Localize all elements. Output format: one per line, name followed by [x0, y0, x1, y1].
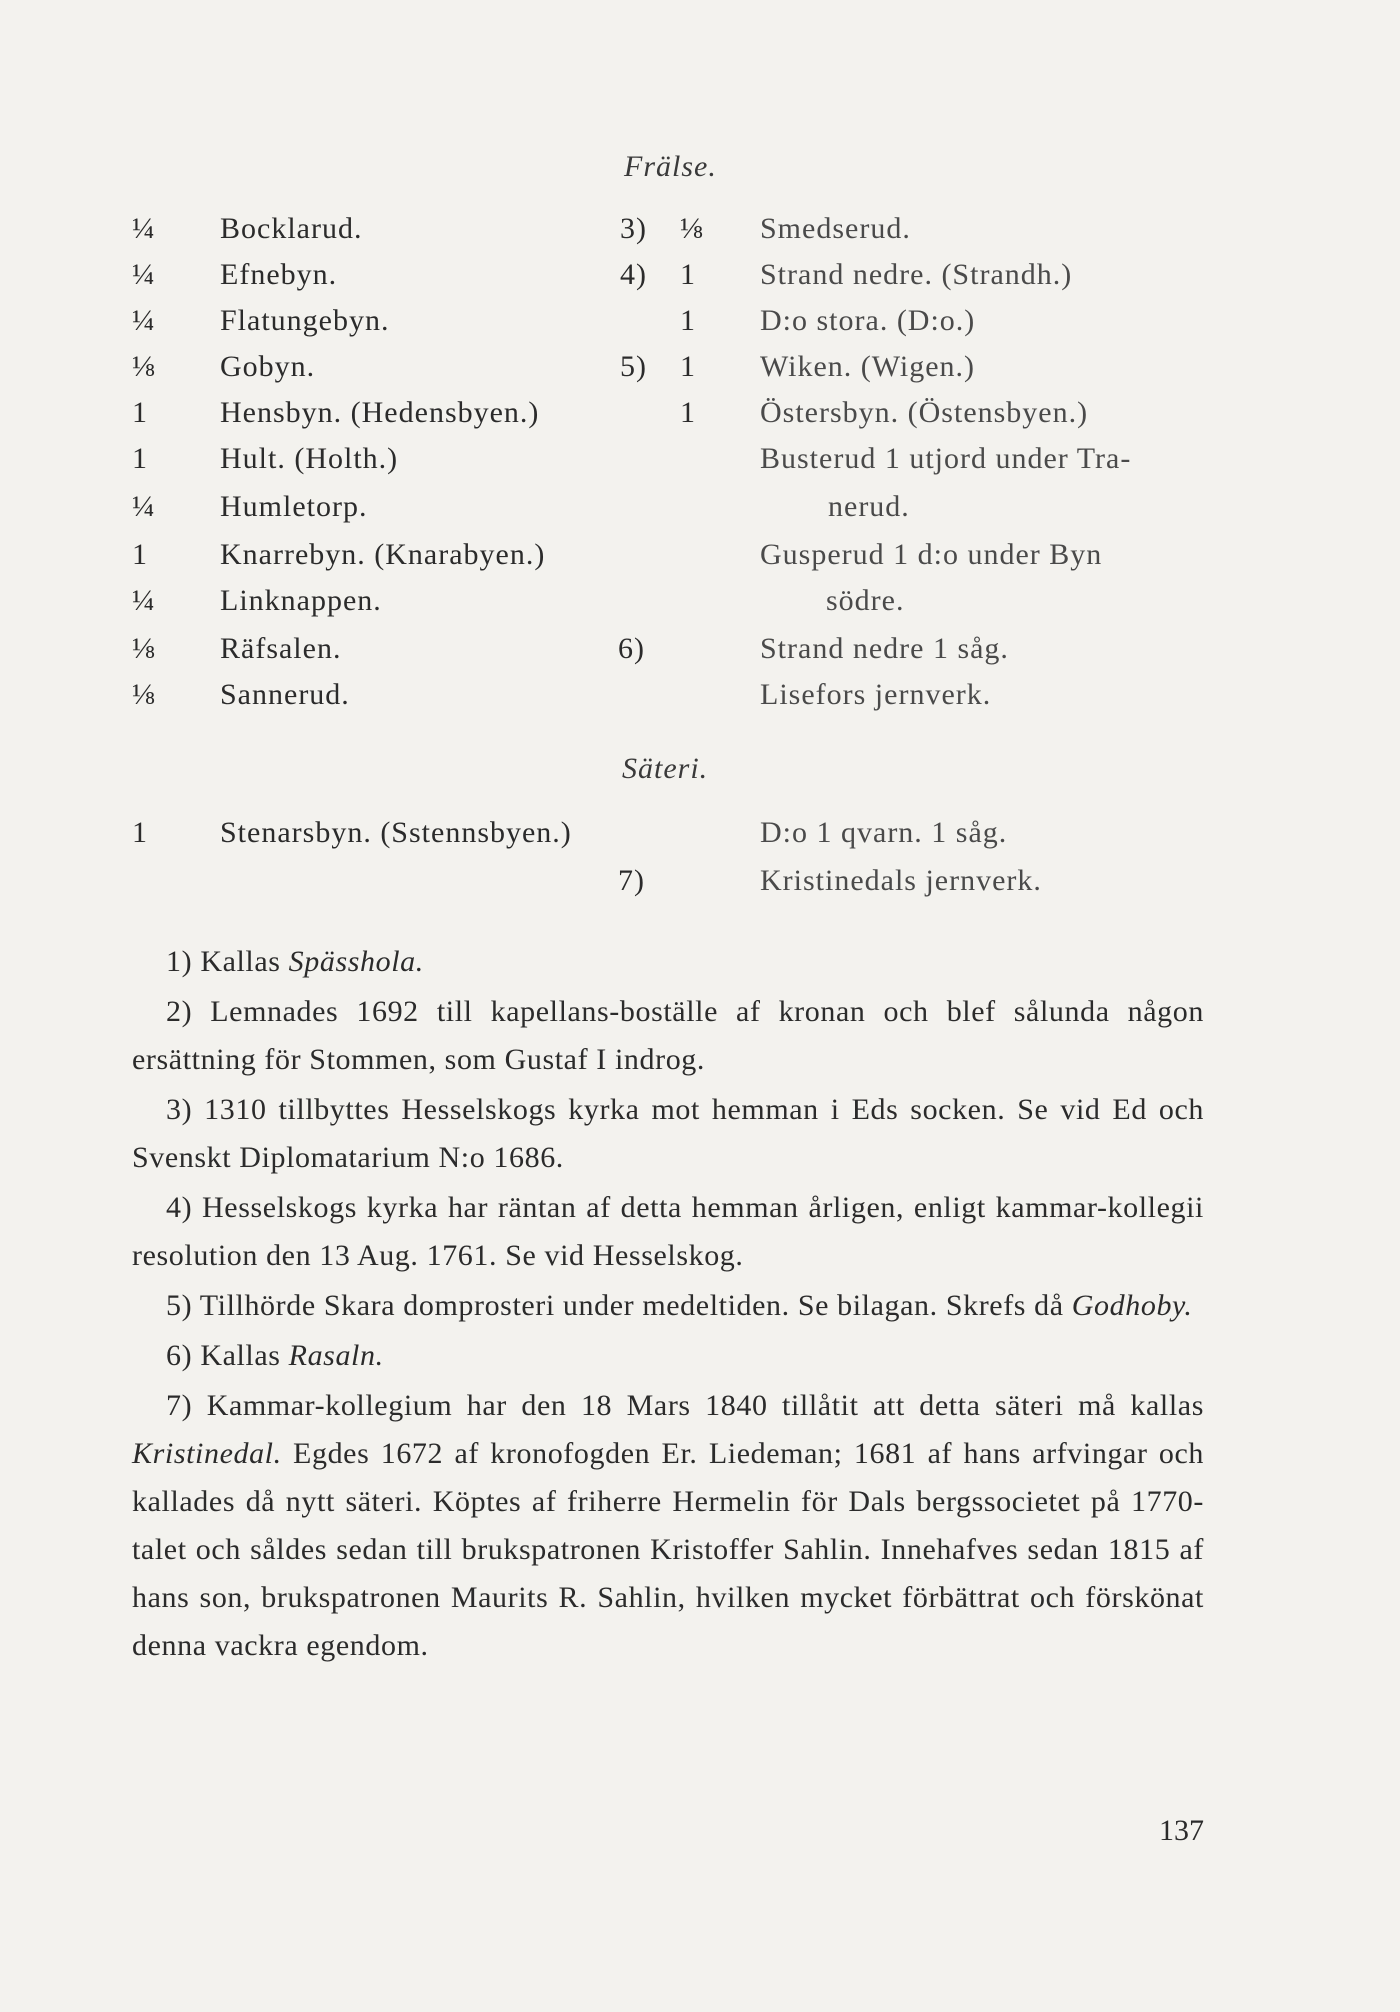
- place-name: Gobyn.: [220, 350, 316, 383]
- footnote-number: 3): [166, 1093, 193, 1126]
- section-heading-sateri: Säteri.: [622, 752, 709, 785]
- fraction: 1: [132, 538, 148, 571]
- footnote-italic: Kristinedal.: [132, 1437, 282, 1470]
- place-name: Knarrebyn. (Knarabyen.): [220, 538, 546, 571]
- footnote-text: Kallas: [200, 945, 289, 978]
- place-name: Sannerud.: [220, 678, 350, 711]
- footnotes: [132, 938, 1204, 1672]
- place-name: Hensbyn. (Hedensbyen.): [220, 396, 540, 429]
- fraction: ⅛: [132, 678, 156, 711]
- fraction: 1: [132, 816, 148, 849]
- footnote: [132, 1332, 1204, 1380]
- fraction: ¼: [132, 584, 156, 617]
- footnote-ref: 3): [620, 212, 647, 245]
- place-name: Wiken. (Wigen.): [760, 350, 976, 383]
- footnote-ref: 7): [618, 864, 645, 897]
- footnote-number: 5): [166, 1289, 193, 1322]
- fraction: ⅛: [132, 632, 156, 665]
- place-name: Bocklarud.: [220, 212, 363, 245]
- place-name: D:o stora. (D:o.): [760, 304, 976, 337]
- fraction: 1: [680, 396, 696, 429]
- place-name: Lisefors jernverk.: [760, 678, 992, 711]
- place-name: Humletorp.: [220, 490, 368, 523]
- fraction: 1: [680, 350, 696, 383]
- footnote-text: 1310 tillbyttes Hesselskogs kyrka mot hemman i Eds socken. Se vid Ed och Svenskt Diplomatarium N:o 1686.: [132, 1093, 1204, 1174]
- place-name: Smedserud.: [760, 212, 911, 245]
- fraction: ⅛: [132, 350, 156, 383]
- fraction: ¼: [132, 490, 156, 523]
- place-name: Hult. (Holth.): [220, 442, 399, 475]
- footnote-number: 1): [166, 945, 193, 978]
- fraction: ¼: [132, 304, 156, 337]
- footnote: [132, 1382, 1204, 1670]
- footnote-text-after: Egdes 1672 af kronofogden Er. Liedeman; 1681 af hans arfvingar och kallades då nytt säteri. Köptes af friherre Hermelin för Dals bergssocietet på 1770-talet och såldes sedan till brukspatronen Kristoffer Sahlin. Innehafves sedan 1815 af hans son, brukspatronen Maurits R. Sahlin, hvilken mycket förbättrat och förskönat denna vackra egendom.: [132, 1437, 1204, 1662]
- footnote-number: 2): [166, 995, 193, 1028]
- place-name: Kristinedals jernverk.: [760, 864, 1042, 897]
- fraction: 1: [132, 442, 148, 475]
- footnote-number: 6): [166, 1339, 193, 1372]
- fraction: ¼: [132, 212, 156, 245]
- place-name: södre.: [826, 584, 905, 617]
- footnote-italic: Spässhola.: [288, 945, 424, 978]
- footnote-text: Kammar-kollegium har den 18 Mars 1840 tillåtit att detta säteri må kallas: [206, 1389, 1204, 1422]
- footnote-text: Hesselskogs kyrka har räntan af detta hemman årligen, enligt kammar-kollegii resolution den 13 Aug. 1761. Se vid Hesselskog.: [132, 1191, 1204, 1272]
- footnote: [132, 1282, 1204, 1330]
- footnote-number: 4): [166, 1191, 193, 1224]
- footnote-ref: 4): [620, 258, 647, 291]
- footnote: [132, 938, 1204, 986]
- page-number: 137: [1159, 1814, 1204, 1847]
- section-heading-fralse: Frälse.: [624, 150, 717, 183]
- footnote-text: Tillhörde Skara domprosteri under medeltiden. Se bilagan. Skrefs då: [199, 1289, 1072, 1322]
- footnote-ref: 5): [620, 350, 647, 383]
- place-name: Stenarsbyn. (Sstennsbyen.): [220, 816, 572, 849]
- place-name: Strand nedre 1 såg.: [760, 632, 1009, 665]
- fraction: 1: [680, 304, 696, 337]
- footnote: [132, 988, 1204, 1084]
- place-name: nerud.: [828, 490, 910, 523]
- fraction: 1: [680, 258, 696, 291]
- footnote-ref: 6): [618, 632, 645, 665]
- footnote-text: Lemnades 1692 till kapellans-boställe af kronan och blef sålunda någon ersättning för Stommen, som Gustaf I indrog.: [132, 995, 1204, 1076]
- footnote: [132, 1184, 1204, 1280]
- place-name: Efnebyn.: [220, 258, 338, 291]
- place-name: Strand nedre. (Strandh.): [760, 258, 1073, 291]
- fraction: ¼: [132, 258, 156, 291]
- footnote-italic: Godhoby.: [1071, 1289, 1193, 1322]
- fraction: ⅛: [680, 212, 704, 245]
- place-name: Östersbyn. (Östensbyen.): [760, 396, 1089, 429]
- place-name: Gusperud 1 d:o under Byn: [760, 538, 1103, 571]
- fraction: 1: [132, 396, 148, 429]
- place-name: D:o 1 qvarn. 1 såg.: [760, 816, 1008, 849]
- footnote: [132, 1086, 1204, 1182]
- footnote-text: Kallas: [200, 1339, 289, 1372]
- place-name: Flatungebyn.: [220, 304, 390, 337]
- place-name: Linknappen.: [220, 584, 382, 617]
- footnote-italic: Rasaln.: [288, 1339, 384, 1372]
- footnote-number: 7): [166, 1389, 193, 1422]
- place-name: Räfsalen.: [220, 632, 342, 665]
- place-name: Busterud 1 utjord under Tra-: [760, 442, 1132, 475]
